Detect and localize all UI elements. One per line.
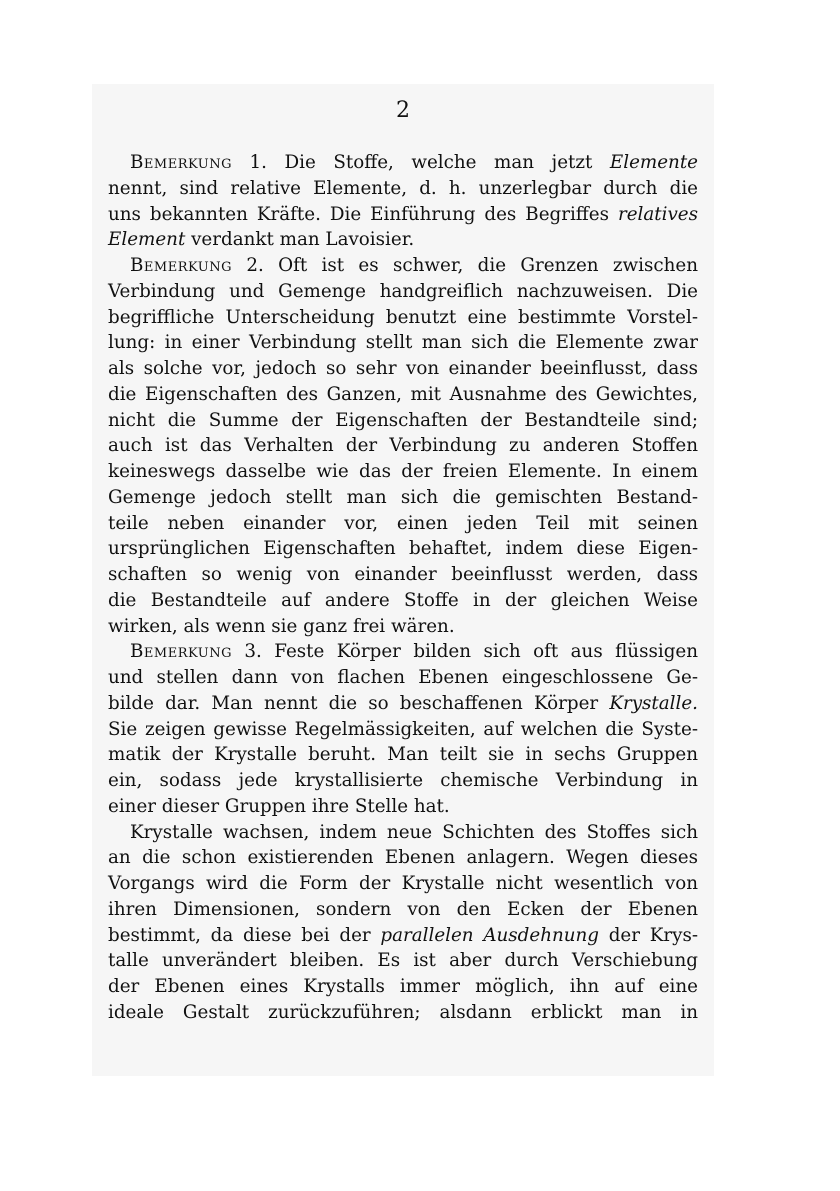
text-line: [108, 562, 698, 588]
text-span: verdankt man Lavoisier.: [185, 229, 415, 251]
text-span: 3. Feste Körper bilden sich oft aus flüssigen: [231, 641, 698, 663]
text-span: an die schon existierenden Ebenen anlagern. Wegen dieses: [108, 847, 698, 869]
text-line: [108, 150, 698, 176]
emphasis-text: relatives: [617, 203, 698, 225]
text-line: [108, 588, 698, 614]
text-span: nicht die Summe der Eigenschaften der Bestandteile sind;: [108, 409, 698, 431]
body-text: [108, 150, 698, 1026]
remark-label: Bemerkung: [130, 255, 232, 276]
text-span: teile neben einander vor, einen jeden Teil mit seinen: [108, 512, 698, 534]
text-span: wirken, als wenn sie ganz frei wären.: [108, 615, 455, 637]
text-span: lung: in einer Verbindung stellt man sich die Elemente zwar: [108, 332, 698, 354]
text-span: und stellen dann von flachen Ebenen eingeschlossene Ge-: [108, 667, 698, 688]
text-span: schaften so wenig von einander beeinflusst werden, dass: [108, 564, 698, 585]
text-line: [108, 974, 698, 1000]
text-line: [108, 382, 698, 408]
book-page: [92, 84, 714, 1076]
text-span: begriffliche Unterscheidung benutzt eine bestimmte Vorstel-: [108, 306, 698, 328]
text-line: [108, 794, 698, 820]
page-number: 2: [396, 98, 410, 123]
text-line: [108, 227, 698, 253]
text-span: Vorgangs wird die Form der Krystalle nicht wesentlich von: [108, 873, 698, 894]
text-line: [108, 356, 698, 382]
text-span: ideale Gestalt zurückzuführen; alsdann erblickt man in: [108, 1001, 698, 1023]
text-line: [108, 845, 698, 871]
emphasis-text: Element: [108, 229, 186, 251]
text-span: Gemenge jedoch stellt man sich die gemischten Bestand-: [108, 486, 698, 508]
text-line: [108, 485, 698, 511]
text-span: auch ist das Verhalten der Verbindung zu anderen Stoffen: [108, 435, 698, 457]
text-span: einer dieser Gruppen ihre Stelle hat.: [108, 795, 450, 817]
remark-label: Bemerkung: [130, 152, 232, 173]
text-line: [108, 923, 698, 949]
text-span: matik der Krystalle beruht. Man teilt sie in sechs Gruppen: [108, 744, 698, 766]
text-line: [108, 614, 698, 640]
text-span: ein, sodass jede krystallisierte chemische Verbindung in: [108, 770, 698, 791]
text-span: talle unverändert bleiben. Es ist aber durch Verschiebung: [108, 950, 698, 972]
text-span: die Bestandteile auf andere Stoffe in der gleichen Weise: [108, 589, 698, 611]
text-span: Krystalle wachsen, indem neue Schichten des Stoffes sich: [130, 821, 698, 843]
text-span: ihren Dimensionen, sondern von den Ecken der Ebenen: [108, 898, 698, 920]
text-span: keineswegs dasselbe wie das der freien Elemente. In einem: [108, 461, 698, 482]
text-line: [108, 202, 698, 228]
text-span: 1. Die Stoffe, welche man jetzt: [231, 152, 610, 173]
text-line: [108, 717, 698, 743]
text-span: Sie zeigen gewisse Regelmässigkeiten, auf welchen die Syste-: [108, 718, 698, 740]
text-span: der Krys-: [599, 924, 699, 946]
text-line: [108, 691, 698, 717]
emphasis-text: Krystalle.: [609, 692, 698, 714]
text-span: als solche vor, jedoch so sehr von einander beeinflusst, dass: [108, 358, 698, 379]
text-line: [108, 279, 698, 305]
text-line: [108, 305, 698, 331]
emphasis-text: Elemente: [609, 152, 698, 173]
text-line: [108, 459, 698, 485]
text-span: Verbindung und Gemenge handgreiflich nachzuweisen. Die: [108, 280, 698, 302]
text-span: bestimmt, da diese bei der: [108, 924, 381, 946]
text-line: [108, 176, 698, 202]
text-line: [108, 768, 698, 794]
text-line: [108, 330, 698, 356]
text-span: der Ebenen eines Krystalls immer möglich, ihn auf eine: [108, 976, 698, 997]
text-line: [108, 1000, 698, 1026]
text-line: [108, 897, 698, 923]
text-line: [108, 948, 698, 974]
emphasis-text: parallelen Ausdehnung: [380, 924, 599, 946]
text-line: [108, 511, 698, 537]
text-line: [108, 536, 698, 562]
text-line: [108, 820, 698, 846]
text-line: [108, 742, 698, 768]
text-line: [108, 639, 698, 665]
text-line: [108, 871, 698, 897]
text-line: [108, 433, 698, 459]
remark-label: Bemerkung: [130, 641, 232, 663]
text-span: 2. Oft ist es schwer, die Grenzen zwischen: [231, 255, 698, 276]
text-line: [108, 665, 698, 691]
text-span: ursprünglichen Eigenschaften behaftet, indem diese Eigen-: [108, 538, 698, 560]
text-span: die Eigenschaften des Ganzen, mit Ausnahme des Gewichtes,: [108, 383, 698, 405]
text-span: nennt, sind relative Elemente, d. h. unzerlegbar durch die: [108, 177, 698, 199]
text-span: bilde dar. Man nennt die so beschaffenen Körper: [108, 692, 610, 714]
text-line: [108, 253, 698, 279]
text-line: [108, 408, 698, 434]
text-span: uns bekannten Kräfte. Die Einführung des Begriffes: [108, 203, 618, 225]
